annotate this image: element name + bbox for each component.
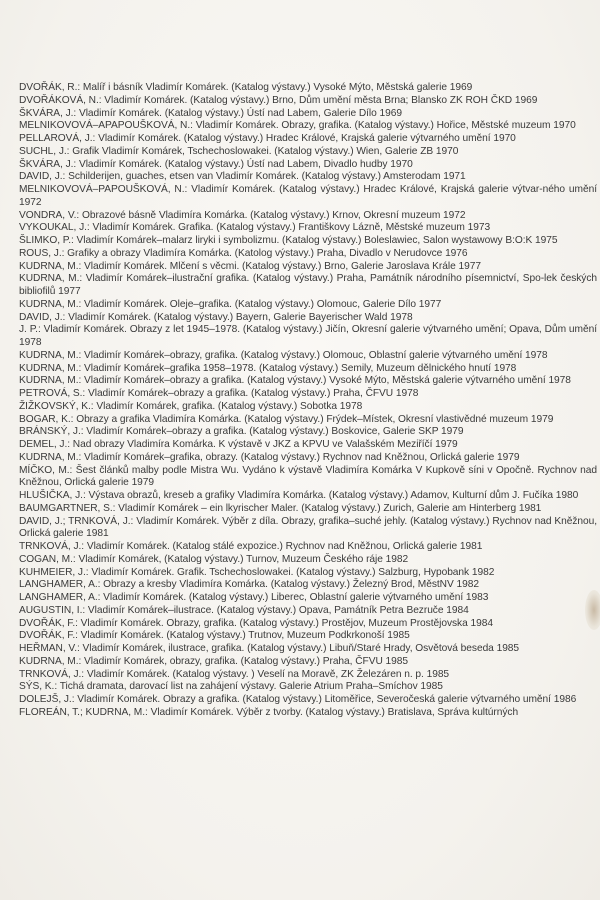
bibliography-entry: ROUS, J.: Grafiky a obrazy Vladimíra Komárka. (Katolog výstavy.) Praha, Divadlo v Nerudovce 1976 [19,247,468,259]
bibliography-entry: MELNIKOVOVÁ–PAPOUŠKOVÁ, N.: Vladimír Komárek. (Katalog výstavy.) Hradec Králové, Krajská galerie výtvar-ného umění 1972 [19,184,597,208]
bibliography-entry: VYKOUKAL, J.: Vladimír Komárek. Grafika. (Katalog výstavy.) Františkovy Lázně, Městské muzeum 1973 [19,222,491,234]
bibliography-entry: ŠLIMKO, P.: Vladimír Komárek–malarz liryki i symbolizmu. (Katalog výstavy.) Boleslawiec, Salon wystawowy B:O:K 1975 [19,235,558,246]
bibliography-entry: KUDRNA, M.: Vladimír Komárek–obrazy a grafika. (Katalog výstavy.) Vysoké Mýto, Městská galerie výtvarného umění 1978 [19,375,571,387]
bibliography-entry: FLOREÁN, T.; KUDRNA, M.: Vladimír Komárek. Výběr z tvorby. (Katalog výstavy.) Bratislava, Správa kultúrných [19,706,519,718]
bibliography-entry: VONDRA, V.: Obrazové básně Vladimíra Komárka. (Katalog výstavy.) Krnov, Okresní muzeum 1972 [19,209,466,221]
bibliography-entry: SUCHL, J.: Grafik Vladimír Komárek, Tschechoslowakei. (Katalog výstavy.) Wien, Galerie ZB 1970 [19,145,459,157]
bibliography-entry: PELLAROVÁ, J.: Vladimír Komárek. (Katalog výstavy.) Hradec Králové, Krajská galerie výtvarného umění 1970 [19,133,516,144]
bibliography-entry: DEMEL, J.: Nad obrazy Vladimíra Komárka. K výstavě v JKZ a KPVU ve Valašském Meziříčí 1979 [19,439,458,450]
bibliography-list [19,82,597,720]
bibliography-entry: BAUMGARTNER, S.: Vladimír Komárek – ein lkyrischer Maler. (Katalog výstavy.) Zurich, Galerie am Hinterberg 1981 [19,502,542,514]
bibliography-entry: J. P.: Vladimír Komárek. Obrazy z let 1945–1978. (Katalog výstavy.) Jičín, Okresní galerie výtvarného umění; Opava, Dům umění 1978 [19,324,597,348]
bibliography-entry: PETROVÁ, S.: Vladimír Komárek–obrazy a grafika. (Katalog výstavy.) Praha, ČFVU 1978 [19,388,419,399]
bibliography-entry: DVOŘÁKOVÁ, N.: Vladimír Komárek. (Katalog výstavy.) Brno, Dům umění města Brna; Blansko ZK ROH ČKD 1969 [19,94,538,106]
bibliography-entry: DVOŘÁK, F.: Vladimír Komárek. (Katalog výstavy.) Trutnov, Muzeum Podkrkonoší 1985 [19,630,410,642]
bibliography-entry: DOLEJŠ, J.: Vladimír Komárek. Obrazy a grafika. (Katalog výstavy.) Litoměřice, Severočeská galerie výtvarného umění 1986 [19,694,577,705]
bibliography-entry: HEŘMAN, V.: Vladimír Komárek, ilustrace, grafika. (Katalog výstavy.) Libuň/Staré Hrady, Osvětová beseda 1985 [19,643,520,654]
bibliography-entry: SÝS, K.: Tichá dramata, darovací list na zahájení výstavy. Galerie Atrium Praha–Smíchov 1985 [19,681,443,693]
bibliography-entry: KUDRNA, M.: Vladimír Komárek. Mlčení s věcmi. (Katalog výstavy.) Brno, Galerie Jaroslava Krále 1977 [19,260,481,272]
bibliography-entry: KUDRNA, M.: Vladimír Komárek–ilustrační grafika. (Katalog výstavy.) Praha, Památník národního písemnictví, Spo-lek českých bibliofilů 1977 [19,273,597,297]
bibliography-entry: MÍČKO, M.: Šest článků malby podle Mistra Wu. Vydáno k výstavě Vladimíra Komárka V Kupkově síni v Opočně. Rychnov nad Kněžnou, Orlická galerie 1979 [19,464,597,489]
bibliography-entry: DVOŘÁK, R.: Malíř i básník Vladimír Komárek. (Katalog výstavy.) Vysoké Mýto, Městská galerie 1969 [19,82,473,93]
bibliography-entry: LANGHAMER, A.: Vladimír Komárek. (Katalog výstavy.) Liberec, Oblastní galerie výtvarného umění 1983 [19,592,489,603]
bibliography-entry: ŽIŽKOVSKÝ, K.: Vladimír Komárek, grafika. (Katalog výstavy.) Sobotka 1978 [19,400,363,412]
bibliography-entry: TRNKOVÁ, J.: Vladimír Komárek. (Katalog stálé expozice.) Rychnov nad Kněžnou, Orlická galerie 1981 [19,541,483,552]
bibliography-entry: KUDRNA, M.: Vladimír Komárek. Oleje–grafika. (Katalog výstavy.) Olomouc, Galerie Dílo 1977 [19,298,442,310]
bibliography-entry: KUDRNA, M.: Vladimír Komárek, obrazy, grafika. (Katalog výstavy.) Praha, ČFVU 1985 [19,655,409,667]
bibliography-entry: DAVID, J.; TRNKOVÁ, J.: Vladimír Komárek. Výběr z díla. Obrazy, grafika–suché jehly. (Katalog výstavy.) Rychnov nad Kněžnou, Orlická galerie 1981 [19,515,597,540]
bibliography-entry: ŠKVÁRA, J.: Vladimír Komárek. (Katalog výstavy.) Ústí nad Labem, Galerie Dílo 1969 [19,107,402,119]
bibliography-entry: DAVID, J.: Schilderijen, guaches, etsen van Vladimír Komárek. (Katalog výstavy.) Amsterodam 1971 [19,171,466,183]
bibliography-entry: DVOŘÁK, F.: Vladimír Komárek. Obrazy, grafika. (Katalog výstavy.) Prostějov, Muzeum Prostějovska 1984 [19,617,493,629]
bibliography-entry: ŠKVÁRA, J.: Vladimír Komárek. (Katalog výstavy.) Ústí nad Labem, Divadlo hudby 1970 [19,158,413,170]
bibliography-entry: KUHMEIER, J.: Vladimír Komárek. Grafik. Tschechoslowakei. (Katalog výstavy.) Salzburg, Hypobank 1982 [19,566,495,578]
bibliography-entry: LANGHAMER, A.: Obrazy a kresby Vladimíra Komárka. (Katalog výstavy.) Železný Brod, MěstNV 1982 [19,579,479,591]
bibliography-entry: BRÁNSKÝ, J.: Vladimír Komárek–obrazy a grafika. (Katalog výstavy.) Boskovice, Galerie SKP 1979 [19,426,464,438]
bibliography-entry: MELNIKOVOVÁ–APAPOUŠKOVÁ, N.: Vladimír Komárek. Obrazy, grafika. (Katalog výstavy.) Hořice, Městské muzeum 1970 [19,120,576,132]
bibliography-entry: BOGAR, K.: Obrazy a grafika Vladimíra Komárka. (Katalog výstavy.) Frýdek–Místek, Okresní vlastivědné muzeum 1979 [19,413,554,425]
bibliography-entry: DAVID, J.: Vladimír Komárek. (Katalog výstavy.) Bayern, Galerie Bayerischer Wald 1978 [19,311,413,323]
bibliography-entry: COGAN, M.: Vladimír Komárek, (Katalog výstavy.) Turnov, Muzeum Českého ráje 1982 [19,553,409,565]
bibliography-entry: KUDRNA, M.: Vladimír Komárek–grafika 1958–1978. (Katalog výstavy.) Semily, Muzeum dělnického hnutí 1978 [19,362,517,374]
bibliography-entry: HLUŠIČKA, J.: Výstava obrazů, kreseb a grafiky Vladimíra Komárka. (Katalog výstavy.) Adamov, Kulturní dům J. Fučíka 1980 [19,490,579,501]
bibliography-entry: TRNKOVÁ, J.: Vladimír Komárek. (Katalog výstavy. ) Veselí na Moravě, ZK Železáren n. p. 1985 [19,668,450,680]
bibliography-entry: KUDRNA, M.: Vladimír Komárek–grafika, obrazy. (Katalog výstavy.) Rychnov nad Kněžnou, Orlická galerie 1979 [19,451,520,463]
bibliography-entry: AUGUSTIN, I.: Vladimír Komárek–ilustrace. (Katalog výstavy.) Opava, Památník Petra Bezruče 1984 [19,604,469,616]
bibliography-entry: KUDRNA, M.: Vladimír Komárek–obrazy, grafika. (Katalog výstavy.) Olomouc, Oblastní galerie výtvarného umění 1978 [19,349,548,361]
